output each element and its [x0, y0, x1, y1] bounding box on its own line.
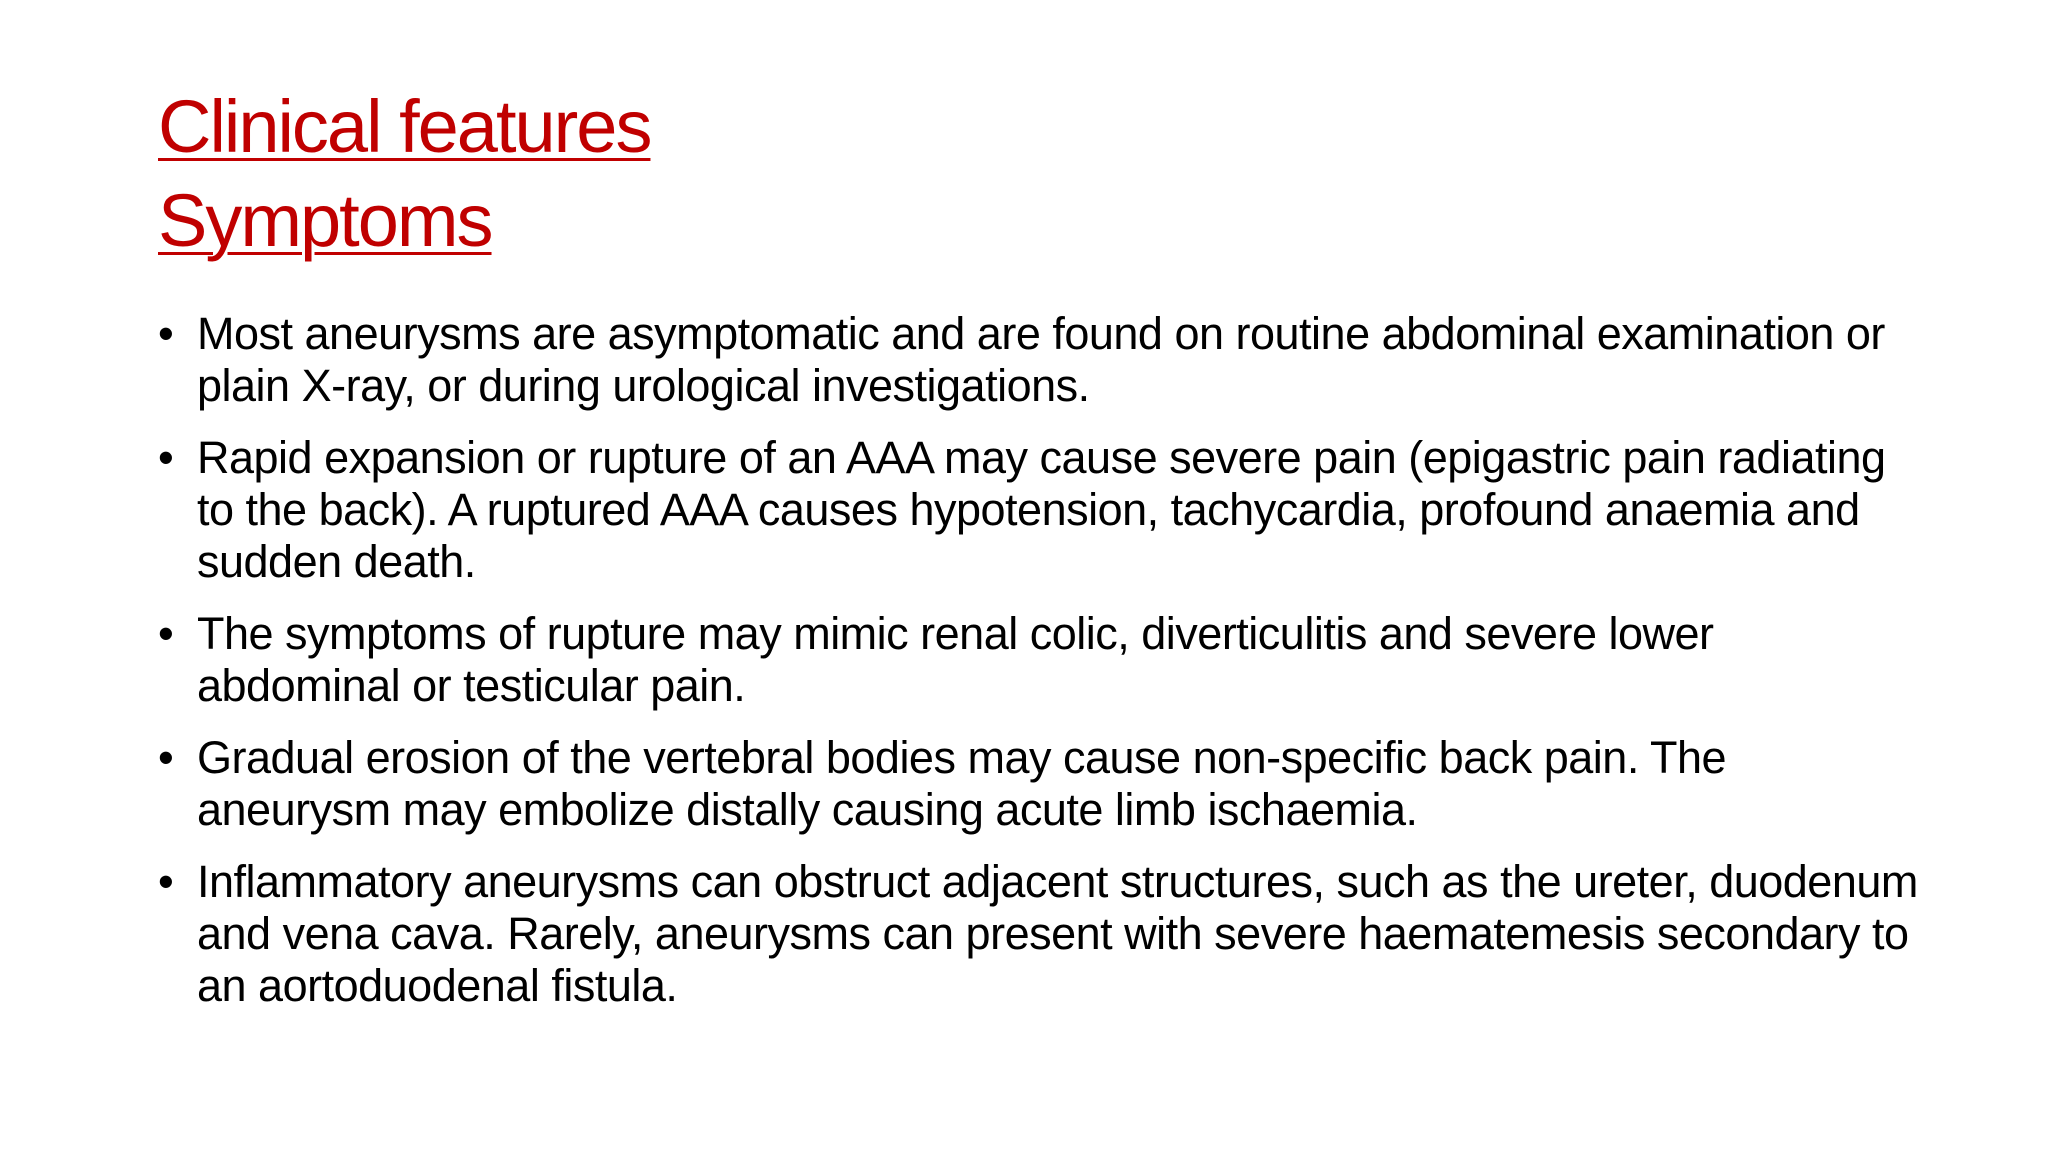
bullet-text: Rapid expansion or rupture of an AAA may cause severe pain (epigastric pain radiating to the back). A ruptured AAA causes hypotension, tachycardia, profound anaemia and sudden death. — [197, 432, 1886, 587]
bullet-text: Most aneurysms are asymptomatic and are found on routine abdominal examination or plain X-ray, or during urological investigations. — [197, 308, 1885, 411]
title-clinical-features: Clinical features — [158, 85, 651, 168]
bullet-text: Inflammatory aneurysms can obstruct adjacent structures, such as the ureter, duodenum and vena cava. Rarely, aneurysms can present with severe haematemesis secondary to an aortoduodenal fistula. — [197, 856, 1918, 1011]
bullet-item-rupture-mimic — [158, 608, 1918, 712]
bullet-icon: • — [158, 608, 174, 659]
bullet-text: The symptoms of rupture may mimic renal colic, diverticulitis and severe lower abdominal or testicular pain. — [197, 608, 1714, 711]
bullet-icon: • — [158, 308, 174, 359]
bullet-icon: • — [158, 856, 174, 907]
bullet-text: Gradual erosion of the vertebral bodies may cause non-specific back pain. The aneurysm may embolize distally causing acute limb ischaemia. — [197, 732, 1727, 835]
slide-body — [158, 308, 1918, 1032]
title-symptoms: Symptoms — [158, 179, 492, 262]
bullet-item-inflammatory — [158, 856, 1918, 1012]
bullet-item-asymptomatic — [158, 308, 1918, 412]
bullet-item-vertebral-erosion — [158, 732, 1918, 836]
bullet-list — [158, 308, 1918, 1012]
bullet-icon: • — [158, 432, 174, 483]
bullet-icon: • — [158, 732, 174, 783]
slide-title — [158, 80, 1858, 268]
bullet-item-rapid-expansion — [158, 432, 1918, 588]
